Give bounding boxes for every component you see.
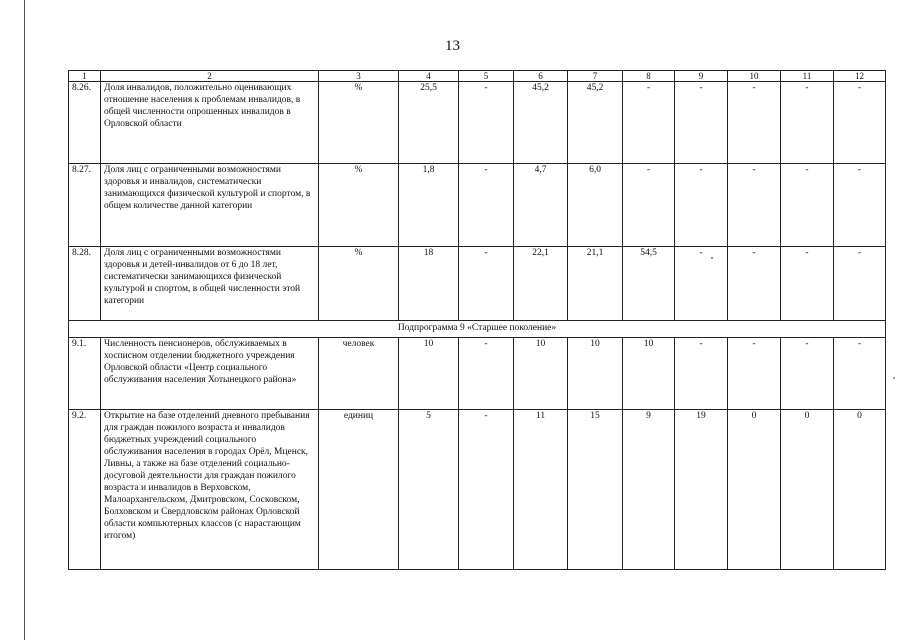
value-cell: - (459, 164, 514, 247)
value-cell: - (459, 247, 514, 321)
value-cell: - (675, 338, 728, 410)
table-row (69, 247, 886, 321)
value-cell: - (781, 247, 834, 321)
value-cell: 21,1 (568, 247, 623, 321)
value-cell: 45,2 (568, 82, 623, 164)
indicator-name: Доля инвалидов, положительно оценивающих отношение населения к проблемам инвалидов, в общей численности опрошенных инвалидов в Орловской области (101, 82, 319, 164)
unit-cell: % (319, 247, 399, 321)
column-header: 10 (728, 71, 781, 82)
indicators-table (68, 70, 886, 570)
indicator-name: Численность пенсионеров, обслуживаемых в хосписном отделении бюджетного учреждения Орловской области «Центр социального обслуживания населения Хотынецкого района» (101, 338, 319, 410)
value-cell: - (675, 247, 728, 321)
row-number: 9.2. (69, 410, 101, 570)
value-cell: - (675, 164, 728, 247)
table-row (69, 338, 886, 410)
value-cell: 1,8 (399, 164, 459, 247)
value-cell: - (675, 82, 728, 164)
unit-cell: человек (319, 338, 399, 410)
value-cell: - (623, 164, 675, 247)
value-cell: - (728, 338, 781, 410)
value-cell: 5 (399, 410, 459, 570)
page-number: 13 (445, 38, 460, 54)
column-header: 12 (834, 71, 886, 82)
value-cell: - (459, 82, 514, 164)
table-header-row (69, 71, 886, 82)
value-cell: - (728, 164, 781, 247)
row-number: 8.26. (69, 82, 101, 164)
value-cell: 9 (623, 410, 675, 570)
indicator-name: Доля лиц с ограниченными возможностями здоровья и инвалидов, систематически занимающихся физической культурой и спортом, в общем количестве данной категории (101, 164, 319, 247)
value-cell: 10 (623, 338, 675, 410)
value-cell: - (781, 338, 834, 410)
scan-edge-line (24, 0, 25, 640)
value-cell: 11 (514, 410, 568, 570)
value-cell: 6,0 (568, 164, 623, 247)
table-row (69, 164, 886, 247)
unit-cell: единиц (319, 410, 399, 570)
column-header: 7 (568, 71, 623, 82)
column-header: 8 (623, 71, 675, 82)
value-cell: - (459, 410, 514, 570)
value-cell: 22,1 (514, 247, 568, 321)
unit-cell: % (319, 164, 399, 247)
value-cell: 15 (568, 410, 623, 570)
value-cell: 19 (675, 410, 728, 570)
indicator-name: Доля лиц с ограниченными возможностями здоровья и детей-инвалидов от 6 до 18 лет, систематически занимающихся физической культурой и спортом, в общей численности этой категории (101, 247, 319, 321)
column-header: 2 (101, 71, 319, 82)
row-number: 8.28. (69, 247, 101, 321)
subprogram-title: Подпрограмма 9 «Старшее поколение» (69, 321, 886, 338)
subprogram-row (69, 321, 886, 338)
scan-speck (893, 377, 895, 379)
row-number: 8.27. (69, 164, 101, 247)
value-cell: 45,2 (514, 82, 568, 164)
column-header: 9 (675, 71, 728, 82)
value-cell: - (459, 338, 514, 410)
value-cell: 0 (781, 410, 834, 570)
value-cell: 10 (568, 338, 623, 410)
value-cell: 54,5 (623, 247, 675, 321)
value-cell: 0 (728, 410, 781, 570)
value-cell: 18 (399, 247, 459, 321)
value-cell: - (781, 82, 834, 164)
column-header: 1 (69, 71, 101, 82)
unit-cell: % (319, 82, 399, 164)
value-cell: 4,7 (514, 164, 568, 247)
value-cell: - (623, 82, 675, 164)
value-cell: 25,5 (399, 82, 459, 164)
column-header: 5 (459, 71, 514, 82)
row-number: 9.1. (69, 338, 101, 410)
column-header: 3 (319, 71, 399, 82)
value-cell: - (781, 164, 834, 247)
value-cell: - (834, 82, 886, 164)
value-cell: - (728, 247, 781, 321)
value-cell: - (834, 338, 886, 410)
table-row (69, 82, 886, 164)
column-header: 11 (781, 71, 834, 82)
column-header: 6 (514, 71, 568, 82)
column-header: 4 (399, 71, 459, 82)
value-cell: 10 (514, 338, 568, 410)
value-cell: 10 (399, 338, 459, 410)
indicator-name: Открытие на базе отделений дневного пребывания для граждан пожилого возраста и инвалидов бюджетных учреждений социального обслуживания населения в городах Орёл, Мценск, Ливны, а также на базе отделений социально-досуговой деятельности для граждан пожилого возраста и инвалидов в Верховском, Малоархангельском, Дмитровском, Сосковском, Болховском и Свердловском районах Орловской области компьютерных классов (с нарастающим итогом) (101, 410, 319, 570)
value-cell: - (834, 247, 886, 321)
value-cell: - (834, 164, 886, 247)
scan-speck (711, 257, 713, 259)
table-row (69, 410, 886, 570)
value-cell: 0 (834, 410, 886, 570)
value-cell: - (728, 82, 781, 164)
